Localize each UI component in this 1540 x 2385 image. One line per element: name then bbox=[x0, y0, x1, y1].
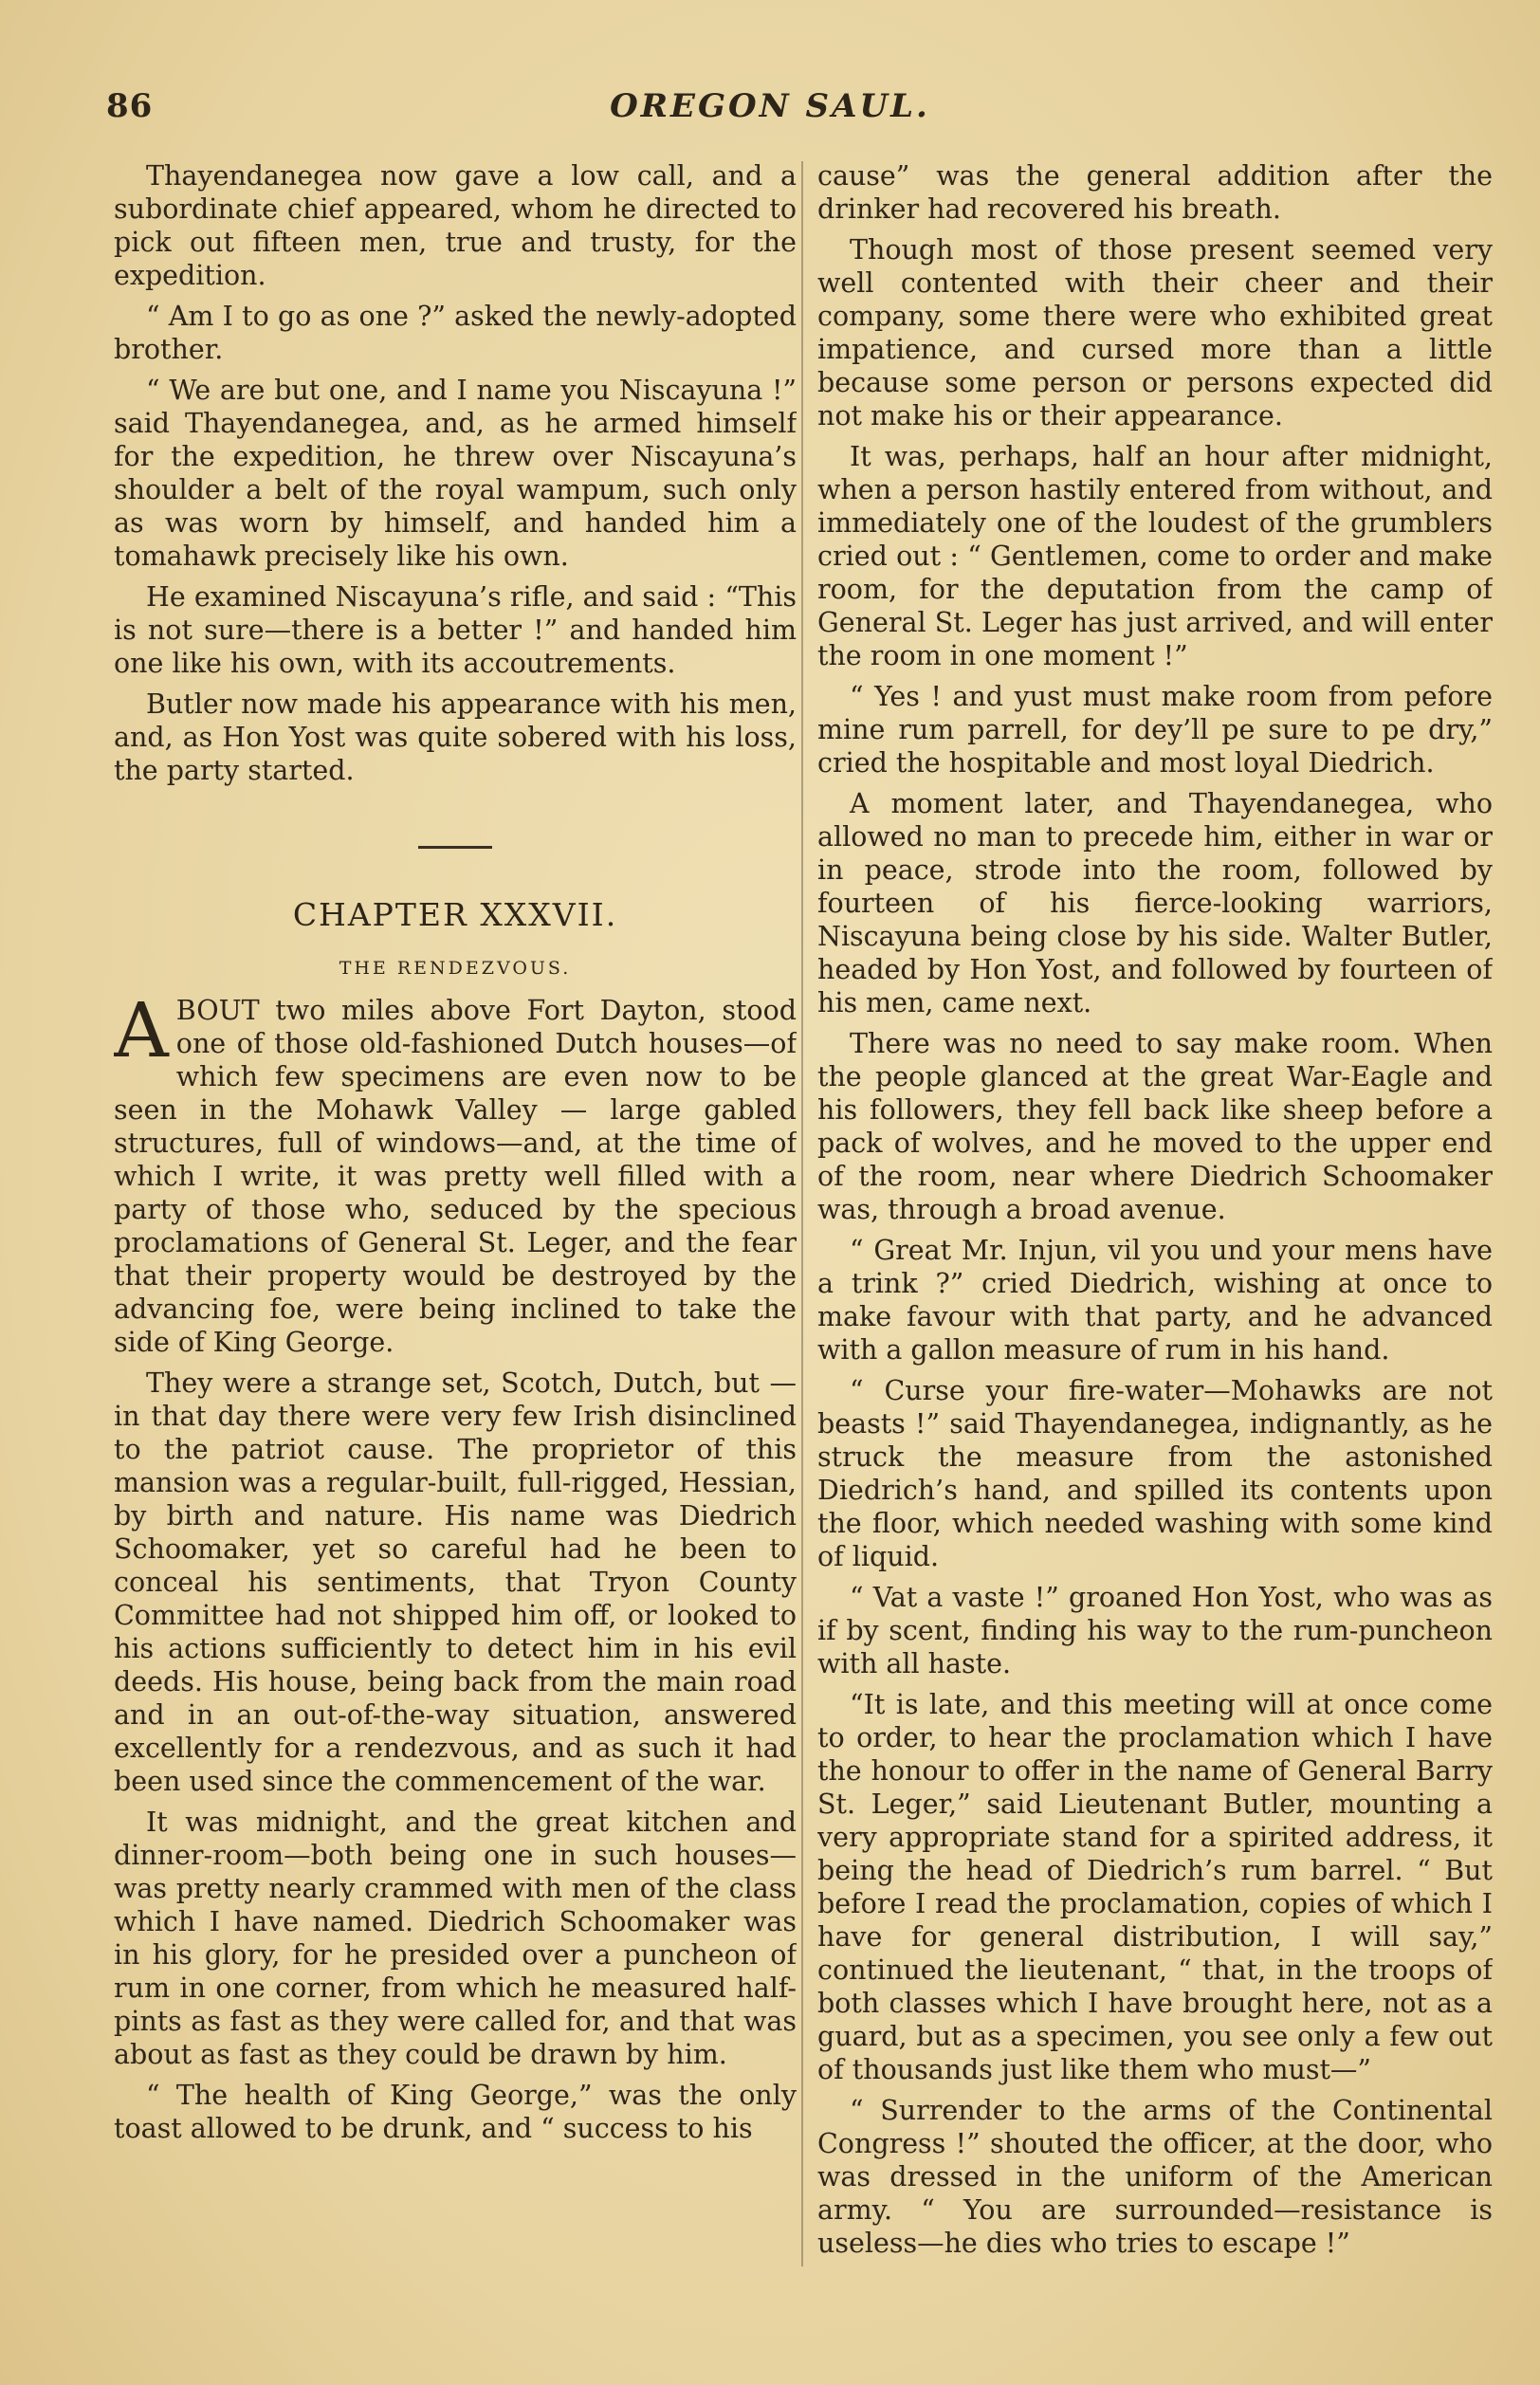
paragraph: They were a strange set, Scotch, Dutch, but —in that day there were very few Irish disinclined to the patriot cause. The proprietor of this mansion was a regular-built, full-rigged, Hessian, by birth and nature. His name was Diedrich Schoomaker, yet so careful had he been to conceal his sentiments, that Tryon County Committee had not shipped him off, or looked to his actions sufficiently to detect him in his evil deeds. His house, being back from the main road and in an out-of-the-way situation, answered excellently for a rendezvous, and as such it had been used since the commencement of the war. bbox=[114, 1367, 797, 1797]
paragraph: “ Great Mr. Injun, vil you und your mens have a trink ?” cried Diedrich, wishing at once to make favour with that party, and he advanced with a gallon measure of rum in his hand. bbox=[817, 1235, 1493, 1366]
paragraph: It was, perhaps, half an hour after midnight, when a person hastily entered from without, and immediately one of the loudest of the grumblers cried out : “ Gentlemen, come to order and make room, for the deputation from the camp of General St. Leger has just arrived, and will enter the room in one moment !” bbox=[817, 441, 1493, 671]
paragraph: He examined Niscayuna’s rifle, and said : “This is not sure—there is a better !” and handed him one like his own, with its accoutrements. bbox=[114, 581, 797, 679]
paragraph: It was midnight, and the great kitchen and dinner-room—both being one in such houses—was pretty nearly crammed with men of the class which I have named. Diedrich Schoomaker was in his glory, for he presided over a puncheon of rum in one corner, from which he measured half-pints as fast as they were called for, and that was about as fast as they could be drawn by him. bbox=[114, 1807, 797, 2070]
paragraph: “ Curse your fire-water—Mohawks are not beasts !” said Thayendanegea, indignantly, as he struck the measure from the astonished Diedrich’s hand, and spilled its contents upon the floor, which needed washing with some kind of liquid. bbox=[817, 1375, 1493, 1572]
opening-text: BOUT two miles above Fort Dayton, stood one of those old-fashioned Dutch houses—of which few specimens are even now to be seen in the Mohawk Valley — large gabled structures, full of windows—and, at the time of which I write, it was pretty well filled with a party of those who, seduced by the specious proclamations of General St. Leger, and the fear that their property would be destroyed by the advancing foe, were being inclined to take the side of King George. bbox=[114, 995, 797, 1358]
right-column bbox=[817, 159, 1493, 2293]
paragraph: Butler now made his appearance with his men, and, as Hon Yost was quite sobered with his loss, the party started. bbox=[114, 688, 797, 786]
running-title: OREGON SAUL. bbox=[610, 87, 930, 125]
paragraph: Thayendanegea now gave a low call, and a subordinate chief appeared, whom he directed to pick out fifteen men, true and trusty, for the expedition. bbox=[114, 160, 797, 291]
column-rule bbox=[801, 161, 803, 2266]
chapter-opening-paragraph bbox=[114, 986, 797, 1359]
paragraph: “ Surrender to the arms of the Continental Congress !” shouted the officer, at the door, who was dressed in the uniform of the American army. “ You are surrounded—resistance is useless—he dies who tries to escape !” bbox=[817, 2095, 1493, 2259]
paragraph: Though most of those present seemed very well contented with their cheer and their company, some there were who exhibited great impatience, and cursed more than a little because some person or persons expected did not make his or their appearance. bbox=[817, 234, 1493, 431]
left-column bbox=[114, 159, 797, 2293]
paragraph: “ Yes ! and yust must make room from pefore mine rum parrell, for dey’ll pe sure to pe dry,” cried the hospitable and most loyal Diedrich. bbox=[817, 681, 1493, 779]
chapter-title: CHAPTER XXXVII. bbox=[292, 896, 618, 933]
drop-cap: A bbox=[114, 986, 169, 1074]
paragraph: “It is late, and this meeting will at once come to order, to hear the proclamation which I have the honour to offer in the name of General Barry St. Leger,” said Lieutenant Butler, mounting a very appropriate stand for a spirited address, it being the head of Diedrich’s rum barrel. “ But before I read the proclamation, copies of which I have for general distribution, I will say,” continued the lieutenant, “ that, in the troops of both classes which I have brought here, not as a guard, but as a specimen, you see only a few out of thousands just like them who must—” bbox=[817, 1689, 1493, 2085]
section-divider bbox=[418, 846, 492, 849]
paragraph: “ We are but one, and I name you Niscayuna !” said Thayendanegea, and, as he armed himself for the expedition, he threw over Niscayuna’s shoulder a belt of the royal wampum, such only as was worn by himself, and handed him a tomahawk precisely like his own. bbox=[114, 375, 797, 572]
paragraph: “ The health of King George,” was the only toast allowed to be drunk, and “ success to his bbox=[114, 2080, 797, 2144]
paragraph: A moment later, and Thayendanegea, who allowed no man to precede him, either in war or in peace, strode into the room, followed by fourteen of his fierce-looking warriors, Niscayuna being close by his side. Walter Butler, headed by Hon Yost, and followed by fourteen of his men, came next. bbox=[817, 788, 1493, 1018]
paragraph: There was no need to say make room. When the people glanced at the great War-Eagle and his followers, they fell back like sheep before a pack of wolves, and he moved to the upper end of the room, near where Diedrich Schoomaker was, through a broad avenue. bbox=[817, 1028, 1493, 1225]
page-header bbox=[0, 87, 1540, 144]
paragraph: “ Am I to go as one ?” asked the newly-adopted brother. bbox=[114, 301, 797, 365]
paragraph: cause” was the general addition after the drinker had recovered his breath. bbox=[817, 160, 1493, 225]
paragraph: “ Vat a vaste !” groaned Hon Yost, who was as if by scent, finding his way to the rum-puncheon with all haste. bbox=[817, 1582, 1493, 1679]
chapter-subtitle: THE RENDEZVOUS. bbox=[339, 958, 572, 979]
page-number: 86 bbox=[106, 87, 154, 125]
